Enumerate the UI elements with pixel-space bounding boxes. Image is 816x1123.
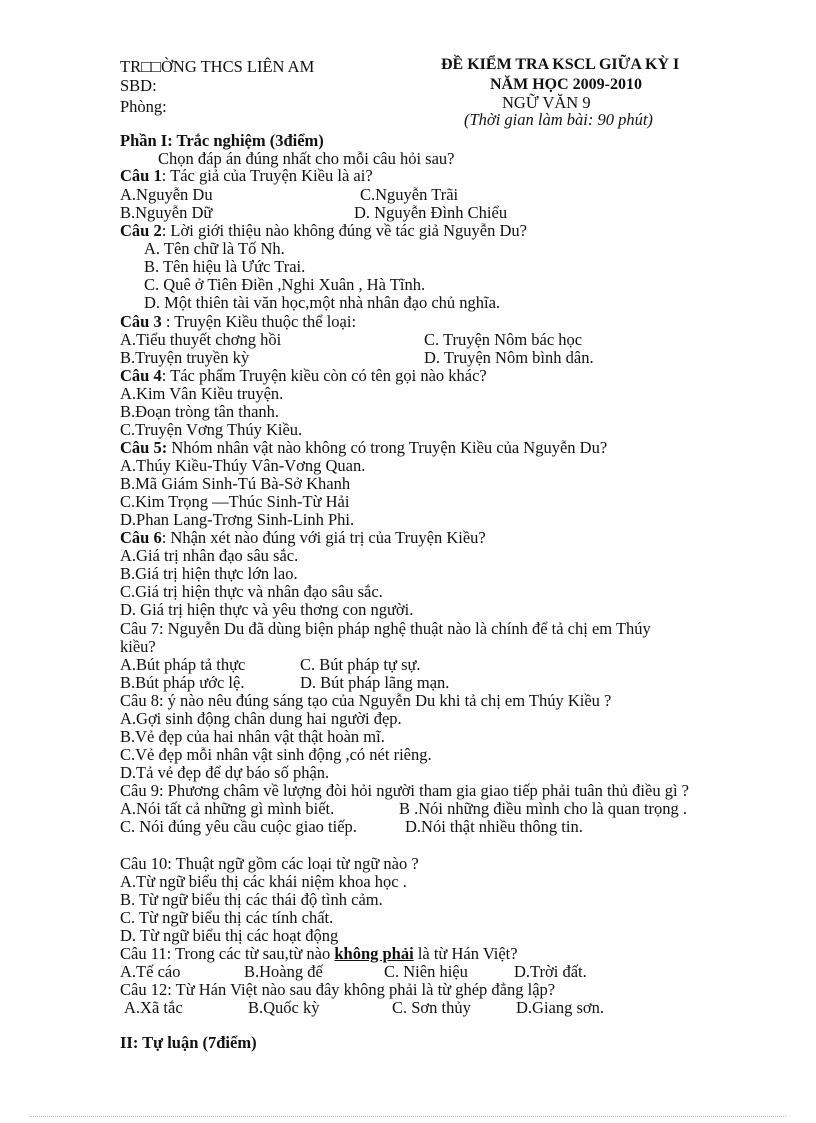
question-text: : Nhận xét nào đúng với giá trị của Truyện Kiều?	[161, 528, 486, 547]
q2-option-c: C. Quê ở Tiên Điền ,Nghi Xuân , Hà Tĩnh.	[144, 275, 426, 294]
q9-option-c: C. Nói đúng yêu cầu cuộc giao tiếp.	[120, 817, 357, 836]
duration: (Thời gian làm bài: 90 phút)	[464, 110, 653, 129]
emphasis-not: không phải	[334, 944, 414, 963]
q9-option-a: A.Nói tất cả những gì mình biết.	[120, 799, 335, 818]
q11-option-a: A.Tế cáo	[120, 962, 181, 981]
q11-option-b: B.Hoàng đế	[244, 962, 323, 981]
q6-option-b: B.Giá trị hiện thực lớn lao.	[120, 564, 298, 583]
q1-option-b: B.Nguyễn Dữ	[120, 203, 213, 222]
q1-option-a: A.Nguyễn Du	[120, 185, 213, 204]
q4-option-b: B.Đoạn tròng tân thanh.	[120, 402, 280, 421]
q8-option-b: B.Vẻ đẹp của hai nhân vật thật hoàn mĩ.	[120, 727, 385, 746]
q7-option-b: B.Bút pháp ước lệ.	[120, 673, 245, 692]
q6-option-d: D. Giá trị hiện thực và yêu thơng con người.	[120, 600, 414, 619]
question-2	[120, 222, 527, 240]
question-5	[120, 439, 607, 457]
question-10: Câu 10: Thuật ngữ gồm các loại từ ngữ nào ?	[120, 854, 419, 873]
school-year: NĂM HỌC 2009-2010	[490, 76, 642, 93]
room-label: Phòng:	[120, 97, 167, 116]
q6-option-a: A.Giá trị nhân đạo sâu sắc.	[120, 546, 299, 565]
q10-option-d: D. Từ ngữ biểu thị các hoạt động	[120, 926, 339, 945]
question-7-cont: kiều?	[120, 637, 156, 656]
q8-option-c: C.Vẻ đẹp mỗi nhân vật sinh động ,có nét riêng.	[120, 745, 432, 764]
question-text: : Lời giới thiệu nào không đúng về tác giả Nguyễn Du?	[161, 221, 527, 240]
question-text: : Tác phẩm Truyện kiều còn có tên gọi nào khác?	[161, 366, 487, 385]
subject: NGỮ VĂN 9	[502, 93, 591, 112]
question-text: Câu 11: Trong các từ sau,từ nào	[120, 944, 335, 963]
q7-option-d: D. Bút pháp lãng mạn.	[300, 673, 450, 692]
question-3	[120, 313, 356, 331]
question-label: Câu 5:	[120, 438, 168, 457]
q10-option-b: B. Từ ngữ biểu thị các thái độ tình cảm.	[120, 890, 383, 909]
question-8: Câu 8: ý nào nêu đúng sáng tạo của Nguyễn Du khi tả chị em Thúy Kiều ?	[120, 691, 612, 710]
question-label: Câu 6	[120, 528, 162, 547]
q2-option-b: B. Tên hiệu là Ưức Trai.	[144, 257, 306, 276]
q12-option-a: A.Xã tắc	[124, 998, 183, 1017]
question-9: Câu 9: Phương châm về lượng đòi hỏi người tham gia giao tiếp phải tuân thủ điều gì ?	[120, 781, 690, 800]
q2-option-a: A. Tên chữ là Tố Nh.	[144, 239, 285, 258]
q12-option-c: C. Sơn thủy	[392, 998, 471, 1017]
q11-option-c: C. Niên hiệu	[384, 962, 468, 981]
q5-option-b: B.Mã Giám Sinh-Tú Bà-Sở Khanh	[120, 474, 351, 493]
question-text: : Tác giả của Truyện Kiều là ai?	[161, 166, 373, 185]
question-label: Câu 4	[120, 366, 162, 385]
question-1	[120, 167, 373, 185]
question-7: Câu 7: Nguyễn Du đã dùng biện pháp nghệ thuật nào là chính để tả chị em Thúy	[120, 619, 651, 638]
q3-option-a: A.Tiểu thuyết chơng hồi	[120, 330, 282, 349]
q4-option-c: C.Truyện Vơng Thúy Kiều.	[120, 420, 303, 439]
part2-title: II: Tự luận (7điểm)	[120, 1033, 257, 1052]
q3-option-c: C. Truyện Nôm bác học	[424, 330, 583, 349]
question-label: Câu 3	[120, 312, 162, 331]
part1-title: Phần I: Trắc nghiệm (3điểm)	[120, 131, 324, 150]
q6-option-c: C.Giá trị hiện thực và nhân đạo sâu sắc.	[120, 582, 383, 601]
q9-option-d: D.Nói thật nhiều thông tin.	[405, 817, 583, 836]
question-label: Câu 1	[120, 166, 162, 185]
page-bottom-divider	[30, 1116, 786, 1117]
question-label: Câu 2	[120, 221, 162, 240]
q8-option-a: A.Gợi sinh động chân dung hai người đẹp.	[120, 709, 402, 728]
q7-option-a: A.Bút pháp tả thực	[120, 655, 246, 674]
q12-option-d: D.Giang sơn.	[516, 998, 605, 1017]
question-text-end: là từ Hán Việt?	[413, 944, 518, 963]
sbd-label: SBD:	[120, 76, 157, 95]
question-6	[120, 529, 486, 547]
q4-option-a: A.Kim Vân Kiều truyện.	[120, 384, 284, 403]
q3-option-b: B.Truyện truyền kỳ	[120, 348, 250, 367]
question-4	[120, 367, 487, 385]
q5-option-d: D.Phan Lang-Trơng Sinh-Linh Phi.	[120, 510, 355, 529]
q9-option-b: B .Nói những điều mình cho là quan trọng .	[399, 799, 688, 818]
part1-instruction: Chọn đáp án đúng nhất cho mỗi câu hỏi sau?	[158, 149, 455, 168]
q1-option-d: D. Nguyễn Đình Chiểu	[354, 203, 508, 222]
q2-option-d: D. Một thiên tài văn học,một nhà nhân đạo chủ nghĩa.	[144, 293, 501, 312]
question-11	[120, 945, 518, 963]
q10-option-a: A.Từ ngữ biểu thị các khái niệm khoa học .	[120, 872, 407, 891]
q8-option-d: D.Tả vẻ đẹp để dự báo số phận.	[120, 763, 330, 782]
q10-option-c: C. Từ ngữ biểu thị các tính chất.	[120, 908, 334, 927]
question-12: Câu 12: Từ Hán Việt nào sau đây không phải là từ ghép đẳng lập?	[120, 980, 556, 999]
q3-option-d: D. Truyện Nôm bình dân.	[424, 348, 594, 367]
school-name: TR□□ỜNG THCS LIÊN AM	[120, 57, 315, 76]
q7-option-c: C. Bút pháp tự sự.	[300, 655, 421, 674]
q1-option-c: C.Nguyễn Trãi	[360, 185, 459, 204]
q5-option-a: A.Thúy Kiều-Thúy Vân-Vơng Quan.	[120, 456, 366, 475]
q5-option-c: C.Kim Trọng —Thúc Sinh-Từ Hải	[120, 492, 350, 511]
q11-option-d: D.Trời đất.	[514, 962, 587, 981]
q12-option-b: B.Quốc kỳ	[248, 998, 320, 1017]
question-text: : Truyện Kiều thuộc thể loại:	[161, 312, 357, 331]
question-text: Nhóm nhân vật nào không có trong Truyện Kiều của Nguyễn Du?	[167, 438, 608, 457]
exam-title: ĐỀ KIỂM TRA KSCL GIỮA KỲ I	[441, 56, 680, 73]
